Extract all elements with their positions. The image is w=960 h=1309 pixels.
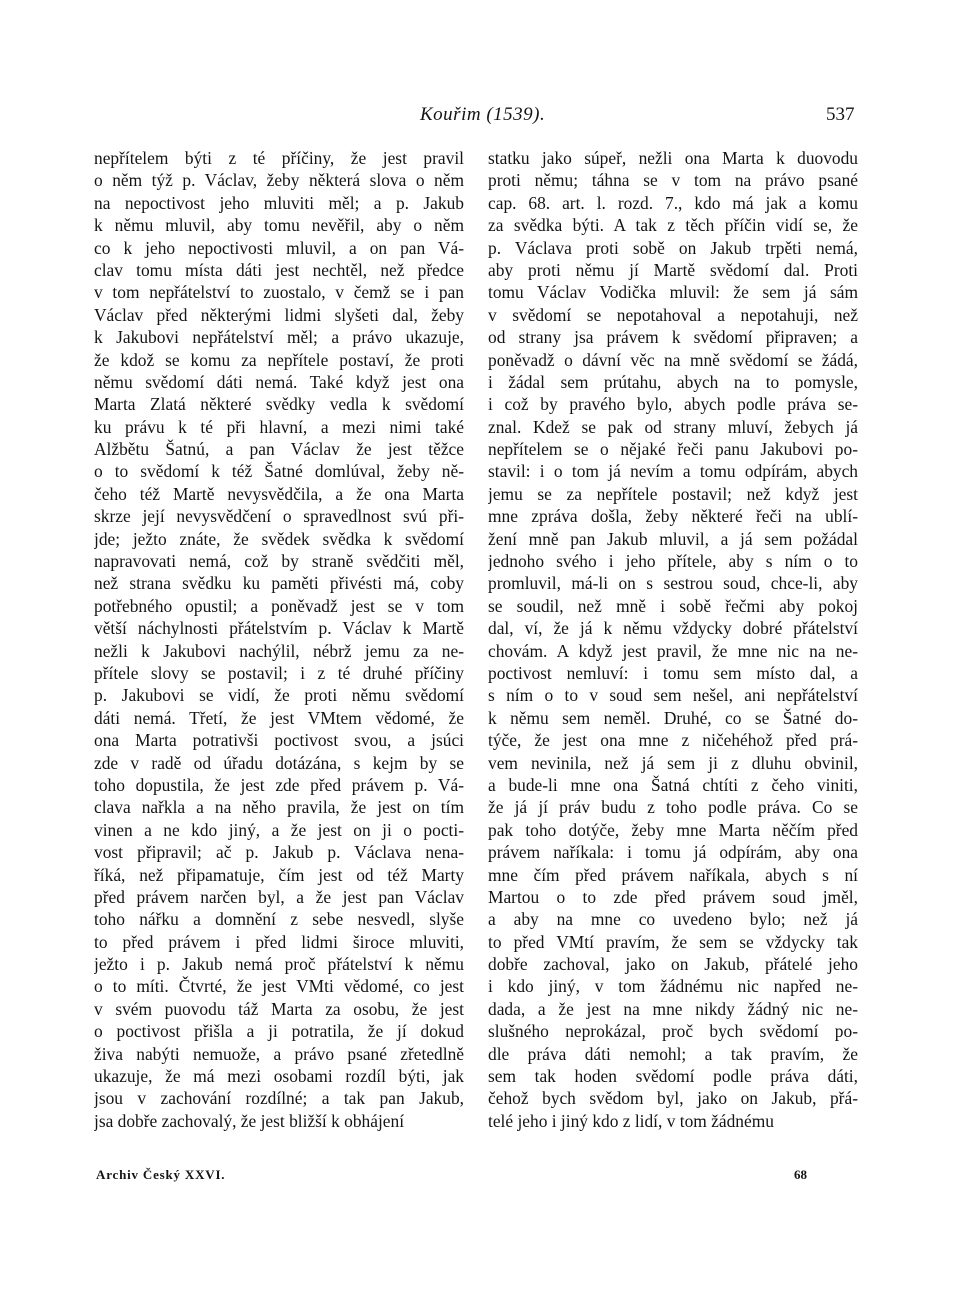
text-line: Alžbětu Šatnú, a pan Václav že jest těžce xyxy=(94,439,464,460)
text-line: chovám. A když jest pravil, že mne nic na ne- xyxy=(488,640,858,661)
text-line: clav tomu místa dáti jest nechtěl, než předce xyxy=(94,259,464,280)
text-line: větší náchylnosti přátelstvím p. Václav k Martě xyxy=(94,618,464,639)
text-line: že kdož se komu za nepřítele postaví, že proti xyxy=(94,349,464,370)
text-line: telé jeho i jiný kdo z lidí, v tom žádnému xyxy=(488,1110,774,1131)
text-line: právem naříkala: i tomu já odpírám, aby ona xyxy=(488,842,858,863)
text-line: a bude-li mne ona Šatná chtíti z čeho viniti, xyxy=(488,774,858,795)
text-line: vem nevinila, než já sem ji z dluhu obvinil, xyxy=(488,752,858,773)
text-line: mne čím před právem naříkala, abych s ní xyxy=(488,864,858,885)
left-text-column xyxy=(94,147,464,1132)
text-line: ukazuje, že má mezi osobami rozdíl býti, jak xyxy=(94,1066,464,1087)
text-line: i což by pravého bylo, abych podle práva se- xyxy=(488,394,858,415)
text-line: zde v radě od úřadu dotázána, s kejm by se xyxy=(94,752,464,773)
text-line: k němu mluvil, aby tomu nevěřil, aby o něm xyxy=(94,215,464,236)
text-line: potřebného opustil; a poněvadž jest se v tom xyxy=(94,595,464,616)
text-line: mne zpráva došla, žeby některé řeči na ublí- xyxy=(488,506,858,527)
text-line: přítele slovy se postavil; i z té druhé příčiny xyxy=(94,662,464,683)
text-line: o to míti. Čtvrté, že jest VMti vědomé, co jest xyxy=(94,976,464,997)
text-line: clava nařkla a na něho pravila, že jest on tím xyxy=(94,797,464,818)
text-line: k němu sem neměl. Druhé, co se Šatné do- xyxy=(488,707,858,728)
text-line: živa nabýti nemuože, a právo psané zřetedlně xyxy=(94,1043,464,1064)
text-line: k Jakubovi nepřátelství měl; a právo ukazuje, xyxy=(94,327,464,348)
text-line: toho dopustila, že jest zde před právem p. Vá- xyxy=(94,774,464,795)
text-line: Václav před některými lidmi slyšeti dal, žeby xyxy=(94,304,464,325)
text-line: to před právem i před lidmi široce mluviti, xyxy=(94,931,464,952)
text-line: p. Václava proti sobě on Jakub trpěti nemá, xyxy=(488,237,858,258)
text-line: sem tak hoden svědomí podle práva dáti, xyxy=(488,1066,858,1087)
text-line: od strany jsa právem k svědomí připraven; a xyxy=(488,327,858,348)
text-line: poctivost nemluví: i tomu sem místo dal, a xyxy=(488,662,858,683)
text-line: že já jí práv budu z toho podle práva. Co se xyxy=(488,797,858,818)
text-line: aby proti němu jí Martě svědomí dal. Proti xyxy=(488,259,858,280)
text-line: skrze její nevysvědčení o spravedlnost svú při- xyxy=(94,506,464,527)
text-line: i žádal sem prútahu, abych na to pomysle, xyxy=(488,371,858,392)
text-line: na nepoctivost jeho mluviti měl; a p. Jakub xyxy=(94,192,464,213)
text-line: dle práva dáti nemohl; a tak pravím, že xyxy=(488,1043,858,1064)
signature-mark: Archiv Český XXVI. xyxy=(96,1167,226,1182)
text-line: v svědomí se nepotahoval a nepotahuji, než xyxy=(488,304,858,325)
text-line: nežli k Jakubovi nachýlil, nébrž jemu za ne- xyxy=(94,640,464,661)
text-line: němu svědomí dáti nemá. Také když jest ona xyxy=(94,371,464,392)
text-line: poněvadž o dávní věc na mně svědomí se žádá, xyxy=(488,349,858,370)
text-line: za svědka býti. A tak z těch příčin vidí se, že xyxy=(488,215,858,236)
text-line: dobře zachoval, jako on Jakub, přátelé jeho xyxy=(488,954,858,975)
text-line: napravovati nemá, což by straně svědčiti měl, xyxy=(94,551,464,572)
text-line: vinen a ne kdo jiný, a že jest on ji o pocti- xyxy=(94,819,464,840)
text-line: a aby na mne co uvedeno bylo; než já xyxy=(488,909,858,930)
text-line: v svém puovodu táž Marta za osobu, že jest xyxy=(94,998,464,1019)
text-line: toho nářku a domnění z sebe nesvedl, slyše xyxy=(94,909,464,930)
text-line: žení mně pan Jakub mluvil, a já sem požádal xyxy=(488,528,858,549)
text-line: to před VMtí pravím, že sem se vždycky tak xyxy=(488,931,858,952)
text-line: co k jeho nepoctivosti mluvil, a on pan Vá- xyxy=(94,237,464,258)
text-line: vost připravil; ač p. Jakub p. Václava nena- xyxy=(94,842,464,863)
text-line: jde; ježto znáte, že svědek svědka k svědomí xyxy=(94,528,464,549)
text-line: dal, ví, že já k němu vždycky dobré přátelství xyxy=(488,618,858,639)
text-line: o to svědomí k též Šatné domlúval, žeby ně- xyxy=(94,461,464,482)
text-line: nepřítelem se o nějaké řeči panu Jakubovi po- xyxy=(488,439,858,460)
running-title: Kouřim (1539). xyxy=(420,104,546,125)
text-line: cap. 68. art. l. rozd. 7., kdo má jak a komu xyxy=(488,192,858,213)
text-line: jsou v zachování rozdílné; a tak pan Jakub, xyxy=(94,1088,464,1109)
text-line: o něm týž p. Václav, žeby některá slova o něm xyxy=(94,170,464,191)
text-line: promluvil, má-li on s sestrou soud, chce-li, aby xyxy=(488,573,858,594)
text-line: pak toho dotýče, žeby mne Marta něčím před xyxy=(488,819,858,840)
text-line: se soudil, než mně i sobě řečmi aby pokoj xyxy=(488,595,858,616)
text-line: stavil: i o tom já nevím a tomu odpírám, abych xyxy=(488,461,858,482)
text-line: dada, a že jest na mne nikdy žádný nic ne- xyxy=(488,998,858,1019)
text-line: čehož bych svědom byl, jako on Jakub, přá- xyxy=(488,1088,858,1109)
text-line: dáti nemá. Třetí, že jest VMtem vědomé, že xyxy=(94,707,464,728)
text-line: tomu Václav Vodička mluvil: že sem já sám xyxy=(488,282,858,303)
sheet-number: 68 xyxy=(794,1167,807,1182)
text-line: čeho též Martě nevysvědčila, a že ona Marta xyxy=(94,483,464,504)
text-line: Marta Zlatá některé svědky vedla k svědomí xyxy=(94,394,464,415)
page-number: 537 xyxy=(826,104,855,125)
text-line: proti němu; táhna se v tom na právo psané xyxy=(488,170,858,191)
text-line: s ním o to v soud sem nešel, ani nepřátelství xyxy=(488,685,858,706)
text-line: říká, než připamatuje, čím jest od též Marty xyxy=(94,864,464,885)
right-text-column xyxy=(488,147,858,1132)
text-line: ku právu k té při hlavní, a mezi nimi také xyxy=(94,416,464,437)
text-line: statku jako súpeř, nežli ona Marta k duovodu xyxy=(488,148,858,168)
running-head xyxy=(0,104,960,132)
text-line: jednoho svého i jeho přítele, aby s ním o to xyxy=(488,551,858,572)
text-line: než strana svědku ku paměti přivésti má, coby xyxy=(94,573,464,594)
text-line: nepřítelem býti z té příčiny, že jest pravil xyxy=(94,148,464,168)
text-line: p. Jakubovi se vidí, že proti němu svědomí xyxy=(94,685,464,706)
text-line: o poctivost přišla a ji potratila, že jí dokud xyxy=(94,1021,464,1042)
text-line: slušného neprokázal, proč bych svědomí po- xyxy=(488,1021,858,1042)
text-line: jsa dobře zachovalý, že jest bližší k obhájení xyxy=(94,1110,405,1131)
text-line: jemu se za nepřítele postavil; než když jest xyxy=(488,483,858,504)
page-footer xyxy=(0,1167,960,1187)
text-line: před právem narčen byl, a že jest pan Václav xyxy=(94,886,464,907)
text-line: i kdo jiný, v tom žádnému nic napřed ne- xyxy=(488,976,858,997)
text-line: znal. Kdež se pak od strany mluví, žebych já xyxy=(488,416,858,437)
text-line: ježto i p. Jakub nemá proč přátelství k němu xyxy=(94,954,464,975)
text-line: Martou o to zde před právem soud jměl, xyxy=(488,886,858,907)
text-line: v tom nepřátelství to zuostalo, v čemž se i pan xyxy=(94,282,464,303)
text-line: týče, že jest ona mne z ničehéhož před prá- xyxy=(488,730,858,751)
text-line: ona Marta potrativši poctivost svou, a jsúci xyxy=(94,730,464,751)
